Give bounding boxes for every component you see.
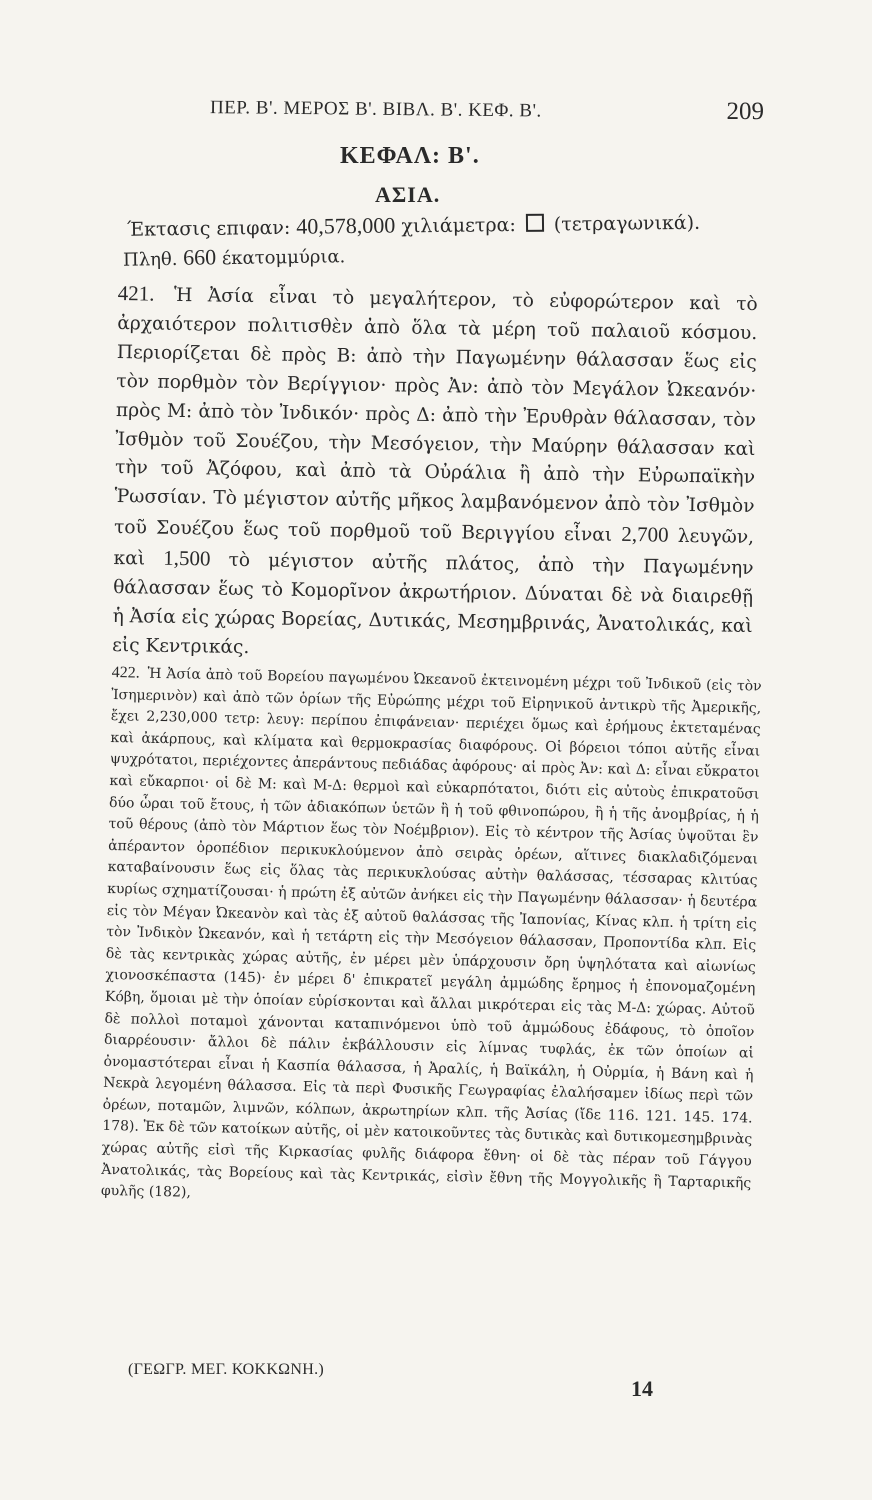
- population-value: 660: [182, 244, 217, 270]
- source-citation: (ΓΕΩΓΡ. ΜΕΓ. ΚΟΚΚΩΝΗ.): [128, 1361, 325, 1378]
- signature-mark: 14: [631, 1376, 653, 1401]
- paragraph-text: Ἡ Ἀσία εἶναι τὸ μεγαλήτερον, τὸ εὐφορώτερον καὶ τὸ ἀρχαιότερον πολιτισθὲν ἀπὸ ὅλα τὰ μέρη τοῦ παλαιοῦ κόσμου. Περιορίζεται δὲ πρὸς Β: ἀπὸ τὴν Παγωμένην θάλασσαν ἕως εἰς τὸν πορθμὸν τὸν Βερίγγιον· πρὸς Ἀν: ἀπὸ τὸν Μεγάλον Ὠκεανόν· πρὸς Μ: ἀπὸ τὸν Ἰνδικόν· πρὸς Δ: ἀπὸ τὴν Ἐρυθρὰν θάλασσαν, τὸν Ἰσθμὸν τοῦ Σουέζου, τὴν Μεσόγειον, τὴν Μαύρην θάλασσαν καὶ τὴν τοῦ Ἀζόφου, καὶ ἀπὸ τὰ Οὐράλια ἢ ἀπὸ τὴν Εὐρωπαϊκὴν Ῥωσσίαν. Τὸ μέγιστον αὐτῆς μῆκος λαμβανόμενον ἀπὸ τὸν Ἰσθμὸν τοῦ Σουέζου ἕως τοῦ πορθμοῦ τοῦ Βεριγγίου εἶναι: [113, 284, 758, 547]
- length-value: 2,700: [621, 522, 669, 547]
- chapter-title: ΚΕΦΑΛ: Β'.: [340, 143, 480, 169]
- paragraph-text: λευγῶν, καὶ: [113, 526, 755, 570]
- paragraph-text: Ἡ Ἀσία ἀπὸ τοῦ Βορείου παγωμένου Ὠκεανοῦ ἐκτεινομένη μέχρι τοῦ Ἰνδικοῦ (εἰς τὸν Ἰσημερινὸν) καὶ ἀπὸ τῶν ὁρίων τῆς Εὐρώπης μέχρι τοῦ Εἰρηνικοῦ ἀντικρὺ τῆς Ἀμερικῆς, ἔχει 2,230,000 τετρ: λευγ: περίπου ἐπιφάνειαν· περιέχει ὅμως καὶ ἐρήμους ἐκτεταμένας καὶ ἀκάρπους, καὶ κλίματα καὶ θερμοκρασίας διαφόρους. Οἱ βόρειοι τόποι αὐτῆς εἶναι ψυχρότατοι, περιέχοντες ἀπεράντους πεδιάδας ἀφόρους· αἱ πρὸς Ἀν: καὶ Δ: εἶναι εὔκρατοι καὶ εὔκαρποι· οἱ δὲ Μ: καὶ Μ-Δ: θερμοὶ καὶ εὐκαρπότατοι, διότι εἰς αὐτοὺς ἐπικρατοῦσι δύο ὧραι τοῦ ἔτους, ἡ τῶν ἀδιακόπων ὑετῶν ἢ ἡ τοῦ φθινοπώρου, ἢ ἡ τῆς ἀνομβρίας, ἡ ἡ τοῦ θέρους (ἀπὸ τὸν Μάρτιον ἕως τὸν Νοέμβριον). Εἰς τὸ κέντρον τῆς Ἀσίας ὑψοῦται ἓν ἀπέραντον ὀροπέδιον περικυκλούμενον ἀπὸ σειρὰς ὀρέων, αἵτινες διακλαδιζόμεναι καταβαίνουσιν ἕως εἰς ὅλας τὰς περικυκλούσας αὐτὴν θαλάσσας, τέσσαρας κλιτύας κυρίως σχηματίζουσαι· ἡ πρώτη ἐξ αὐτῶν ἀνήκει εἰς τὴν Παγωμένην θάλασσαν· ἡ δευτέρα εἰς τὸν Μέγαν Ὠκεανὸν καὶ τὰς ἐξ αὐτοῦ θαλάσσας τῆς Ἰαπονίας, Κίνας κλπ. ἡ τρίτη εἰς τὸν Ἰνδικὸν Ὠκεανόν, καὶ ἡ τετάρτη εἰς τὴν Μεσόγειον θάλασσαν, Προποντίδα κλπ. Εἰς δὲ τὰς κεντρικὰς χώρας αὐτῆς, ἐν μέρει μὲν ὑπάρχουσιν ὄρη ὑψηλότατα καὶ αἰωνίως χιονοσκέπαστα (145)· ἐν μέρει δ' ἐπικρατεῖ μεγάλη ἀμμώδης ἔρημος ἡ ἐπονομαζομένη Κόβη, ὅμοιαι μὲ τὴν ὁποίαν εὑρίσκονται καὶ ἄλλαι μικρότεραι εἰς τὰς Μ-Δ: χώρας. Αὐτοῦ δὲ πολλοὶ ποταμοὶ χάνονται καταπινόμενοι ὑπὸ τοῦ ἀμμώδους ἐδάφους, τὸ ὁποῖον διαρρέουσιν· ἄλλοι δὲ πάλιν ἐκβάλλουσιν εἰς λίμνας τυφλάς, ἐκ τῶν ὁποίων αἱ ὀνομαστότεραι εἶναι ἡ Κασπία θάλασσα, ἡ Ἀραλίς, ἡ Βαϊκάλη, ἡ Οὐρμία, ἡ Βάνη καὶ ἡ Νεκρὰ λεγομένη θάλασσα. Εἰς τὰ περὶ Φυσικῆς Γεωγραφίας ἐλαλήσαμεν ἰδίως περὶ τῶν ὀρέων, ποταμῶν, λιμνῶν, κόλπων, ἀκρωτηρίων κλπ. τῆς Ἀσίας (ἴδε 116. 121. 145. 174. 178). Ἐκ δὲ τῶν κατοίκων αὐτῆς, οἱ μὲν κατοικοῦντες τὰς δυτικὰς καὶ δυτικομεσημβρινὰς χώρας αὐτῆς εἰσὶ τῆς Κιρκασίας φυλῆς διάφορα ἔθνη· οἱ δὲ τὰς πέραν τοῦ Γάγγου Ἀνατολικάς, τὰς Βορείους καὶ τὰς Κεντρικάς, εἰσὶν ἔθνη τῆς Μογγολικῆς ἢ Ταρταρικῆς φυλῆς (182),: [100, 665, 762, 1202]
- paragraph-number: 421.: [117, 280, 155, 306]
- population-label: Πληθ.: [122, 248, 178, 271]
- area-value: 40,578,000: [296, 212, 396, 239]
- paragraph-number: 422.: [111, 663, 140, 682]
- paragraph-422: [101, 662, 762, 1216]
- section-title: ΑΣΙΑ.: [375, 182, 441, 207]
- area-line: [127, 208, 747, 242]
- population-line: [123, 242, 346, 271]
- area-note: (τετραγωνικά).: [553, 211, 701, 236]
- square-symbol-icon: [526, 214, 544, 232]
- width-value: 1,500: [163, 545, 211, 571]
- area-label: Έκτασις επιφαν:: [126, 216, 291, 241]
- running-head: ΠΕΡ. Β'. ΜΕΡΟΣ Β'. ΒΙΒΛ. Β'. ΚΕΦ. Β'.: [209, 97, 542, 122]
- paragraph-text: τὸ μέγιστον αὐτῆς πλάτος, ἀπὸ τὴν Παγωμένην θάλασσαν ἕως τὸ Κομορῖνον ἀκρωτήριον. Δύναται δὲ νὰ διαιρεθῇ ἡ Ἀσία εἰς χώρας Βορείας, Δυτικάς, Μεσημβρινάς, Ἀνατολικάς, καὶ εἰς Κεντρικάς.: [112, 549, 754, 658]
- page-number: 209: [726, 98, 764, 125]
- paragraph-421: [112, 279, 758, 671]
- population-unit: έκατομμύρια.: [221, 246, 346, 270]
- area-unit: χιλιάμετρα:: [401, 214, 516, 238]
